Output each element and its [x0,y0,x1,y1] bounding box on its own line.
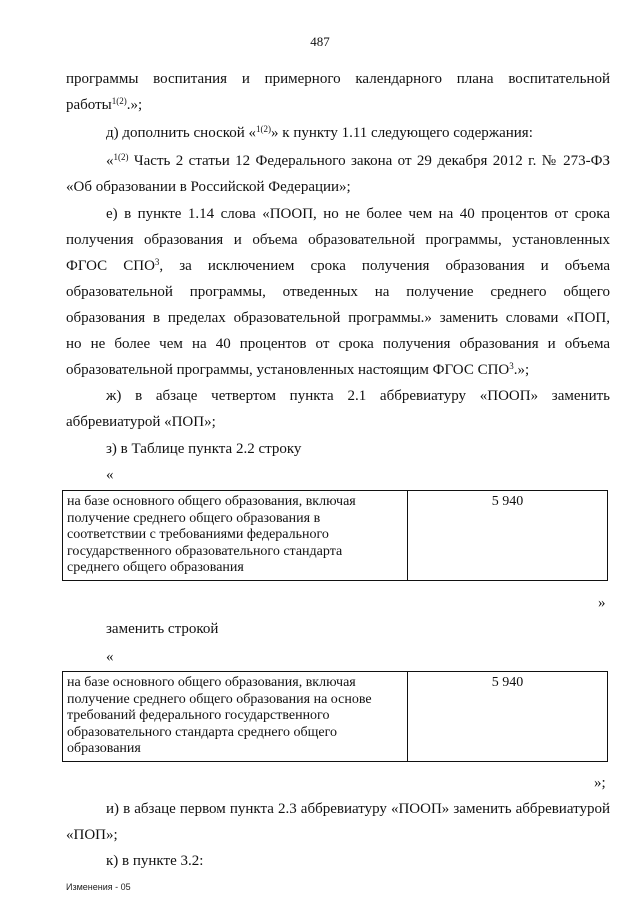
table-cell-value [408,672,608,762]
text-line-2 [66,96,142,114]
text-line-12 [66,361,529,379]
text-line-5: «Об образовании в Российской Федерации»; [66,179,351,195]
table-text-line: среднего общего образования [67,560,244,575]
new-table-row [62,671,608,762]
text-fragment: образовательной программы, установленных настоящим ФГОС СПО [66,362,510,378]
table-row [63,491,608,581]
text-line-17: и) в абзаце первом пункта 2.3 аббревиатуру «ПООП» заменить аббревиатурой [106,801,610,817]
footnote-mark: 1(2) [256,124,272,134]
text-line-3 [106,124,533,142]
table-text-line: требований федерального государственного [67,708,330,723]
text-fragment: работы [66,97,112,113]
text-fragment: Часть 2 статьи 12 Федерального закона от 29 декабря 2012 г. № 273-ФЗ [128,153,610,169]
footnote-mark: 3 [509,361,514,371]
table-row [63,672,608,762]
text-line-7: получения образования и объема образовательной программы, установленных [66,232,610,248]
table-text-line: государственного образовательного стандарта [67,543,343,559]
text-line-1: программы воспитания и примерного календарного плана воспитательной [66,71,610,87]
table-text-line: получение среднего общего образования на основе [67,691,372,707]
text-line-16: заменить строкой [106,621,219,637]
text-line-9: образовательной программы, отведенных на получение среднего общего [66,284,610,300]
text-fragment: .»; [126,97,143,113]
footnote-mark: 1(2) [113,152,129,162]
text-line-8 [66,257,610,275]
opening-quote: « [106,467,114,483]
text-line-6: е) в пункте 1.14 слова «ПООП, но не более чем на 40 процентов от срока [106,206,610,222]
text-fragment: ФГОС СПО [66,258,155,274]
table-cell-description [63,672,408,762]
text-line-4 [106,152,610,170]
footnote-mark: 1(2) [111,96,127,106]
table-text-line: получение среднего общего образования в [67,510,321,526]
closing-quote: »; [594,775,606,791]
old-table-row [62,490,608,581]
text-fragment: « [106,153,114,169]
opening-quote: « [106,649,114,665]
text-line-19: к) в пункте 3.2: [106,853,204,869]
table-cell-value [408,491,608,581]
text-fragment: , за исключением срока получения образования и объема [159,258,610,274]
text-line-15: з) в Таблице пункта 2.2 строку [106,441,302,457]
text-line-18: «ПОП»; [66,827,118,843]
table-text-line: образовательного стандарта среднего общего [67,724,337,740]
table-text-line: соответствии с требованиями федерального [67,527,329,542]
table-text-line: на базе основного общего образования, включая [67,494,356,509]
text-fragment: .»; [513,362,530,378]
table-text-line: образования [67,741,141,756]
footnote-mark: 3 [154,257,160,267]
table-text-line: на базе основного общего образования, включая [67,675,356,690]
footer-note: Изменения - 05 [66,882,131,892]
text-fragment: » к пункту 1.11 следующего содержания: [271,125,533,141]
hours-value: 5 940 [491,494,524,509]
text-line-13: ж) в абзаце четвертом пункта 2.1 аббревиатуру «ПООП» заменить [106,388,610,404]
closing-quote: » [598,595,606,611]
hours-value: 5 940 [491,675,524,690]
text-line-11: но не более чем на 40 процентов от срока получения образования и объема [66,336,610,352]
text-line-10: образования в пределах образовательной программы.» заменить словами «ПОП, [66,310,610,326]
text-fragment: д) дополнить сноской « [106,125,257,141]
text-line-14: аббревиатурой «ПОП»; [66,414,216,430]
table-cell-description [63,491,408,581]
page-number: 487 [310,34,330,49]
